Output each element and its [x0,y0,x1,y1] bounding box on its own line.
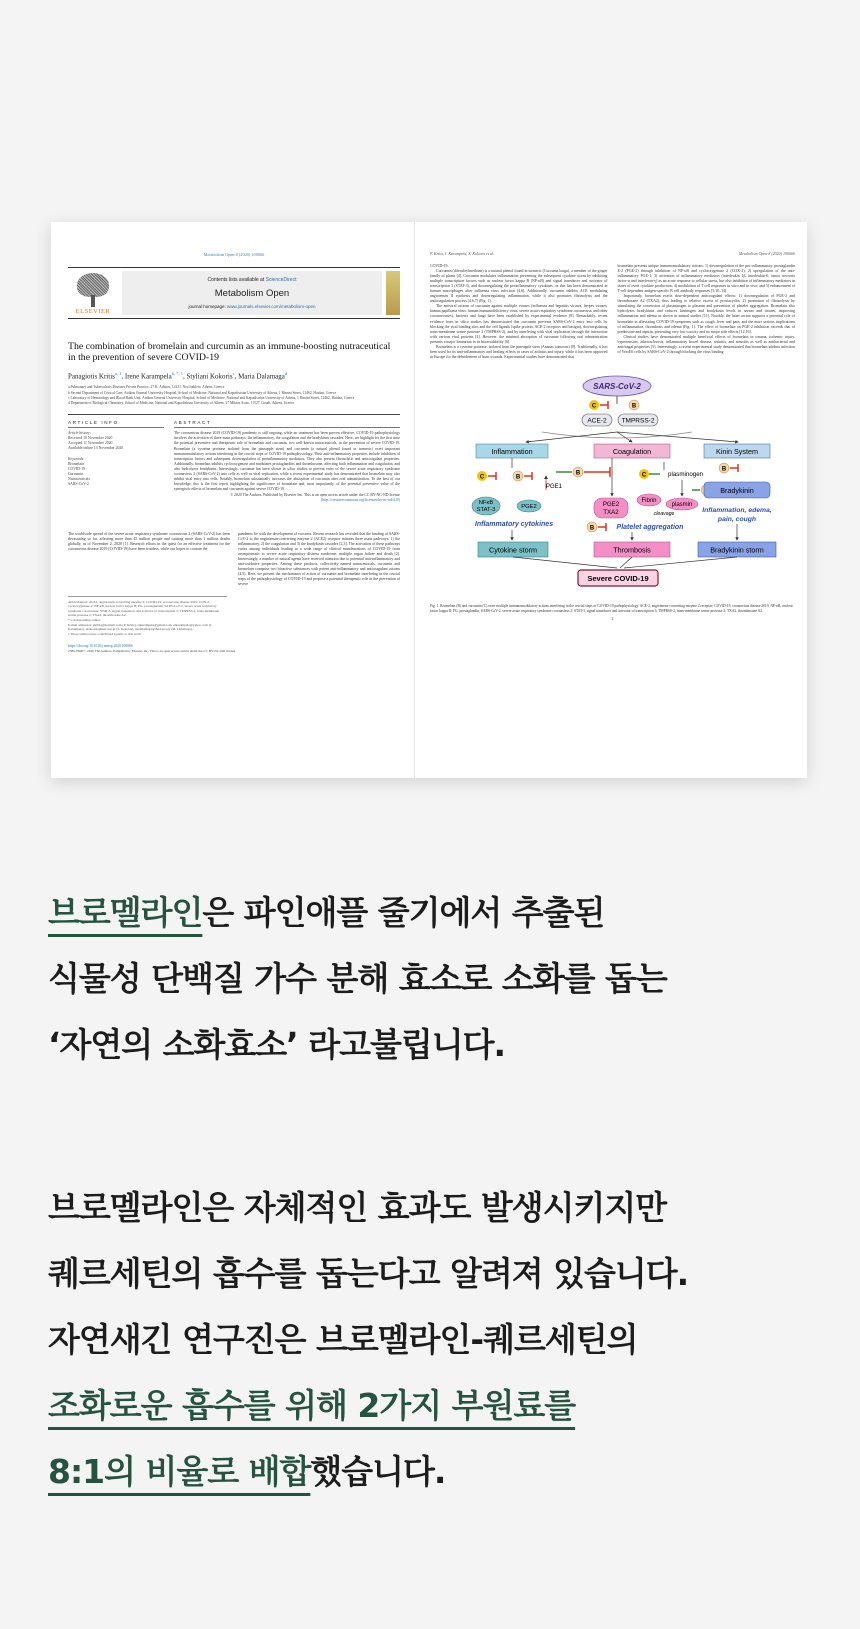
issn-line: 2589-9368/© 2020 The Authors. Published by Elsevier Inc. This is an open access article under the CC BY-NC-ND license [68,649,236,654]
right-body: COVID-19. Curcumin (diferuloylmethane) is a natural phenol found in turmeric (Curcuma longa), a member of the ginger family of plants [4]. Curcumin modulates inflammation preventing the subsequent cytokine storm by inhibiting multiple transcription factors such as nuclear factor kappa B (NF-κB) and signal transducer and activator of transcription 3 (STAT-3), and downregulating the proinflammatory cytokines, as this has been demonstrated in human macrophages after influenza virus infection [4,6]. Additionally, curcumin inhibits ACE modulating angiotensin II synthesis and downregulating inflammation, while it also promotes fibrinolysis and the anticoagulation process [4,6,7] (Fig. 1). The antiviral actions of curcumin against multiple viruses (influenza and hepatitis viruses, herpes viruses, human papilloma virus, human immunodeficiency virus, severe acute respiratory syndrome coronavirus and other coronaviruses), bacteria and fungi have been established by experimental evidence [8]. Remarkably, recent evidence from in silico studies has demonstrated that curcumin prevents SARS-CoV-2 entry into cells by blocking the viral binding sites and the cell ligands (spike protein, ACE-2 receptors and basigin), downregulating trans-membrane serine protease 2 (TMPRSS-2), and by interfering with viral replication through the interaction with various viral proteins [4]. However, the minimal absorption of curcumin following oral administration presents a major limitation in its bioavailability [6]. Bromelain is a cysteine protease, isolated from the pineapple stem (Ananas comosus) [9]. Traditionally, it has been used for its anti-inflammatory and healing effects in cases of arthritis and injury, while it has been approved in Europe for the debridement of burn wounds. Experimental studies have demonstrated that bromelain presents unique immunomodulatory actions: 1) downregulation of the pro-inflammatory prostaglandin E-2 (PGE-2) through inhibition of NF-κB and cyclooxygenase 2 (COX-2); 2) upregulation of the anti-inflammatory PGE-1; 3) activation of inflammatory mediators (interleukin 1β, interleukin-6, tumor necrosis factor-α and interferon-γ) as an acute response to cellular stress, but also inhibition of inflammatory mediators in states of overt cytokine production; 4) modulation of T cell responses in vitro and in vivo; and 5) enhancement of T-cell dependent antigen-specific B cell antibody responses [5,10–14]. Importantly, bromelain exerts dose-dependent anticoagulant effects: 1) downregulation of PGE-2 and thromboxane A2 (TXA2), thus leading to relative excess of prostacyclin; 2) promotion of fibrinolysis by stimulating the conversion of plasminogen to plasmin and prevention of platelet aggregation. Bromelain also hydrolyzes bradykinin and reduces kininogen and bradykinin levels in serum and tissues, improving inflammation and edema as shown in animal studies [11]. Notably, the latter action supports a potential role of bromelain in alleviating COVID-19 symptoms such as cough, fever and pain, and the more serious implications of inflammation, thrombosis and edema (Fig. 1). The effect of bromelain on PGE-2 inhibition exceeds that of prednisone and aspirin, presenting very low toxicity and no major side effects [12,16]. Clinical studies have demonstrated multiple beneficial effects of bromelain in trauma, ischemic injury, hypertension, atherosclerosis, inflammatory bowel disease, arthritis, and sinusitis as well as antibacterial and antifungal properties [5]. Interestingly, a recent experimental study demonstrated that bromelain inhibits infection of VeroE6 cells by SARS-CoV-2 through blocking the virus binding [430,264,795,359]
harmonious-absorption-highlight: 조화로운 흡수를 위해 2가지 부원료를 [48,1386,576,1425]
paper-spread-image [51,222,807,778]
p2-line-3: 자연새긴 연구진은 브로멜라인-퀘르세틴의 [48,1320,638,1359]
avail-prefix: Contents lists available at [207,277,265,283]
inflammation-box: Inflammation [490,446,533,456]
figure-caption: Fig. 1. Bromelain (B) and curcumin (C) exert multiple immunomodulatory actions interfering in the crucial steps of COVID-19 pathophysiology. ACE-2, angiotensin-converting enzyme 2 receptor; COVID-19, coronavirus disease 2019; NF-κB, nuclear factor kappa B; PG, prostaglandin; SARS-CoV-2, severe acute respiratory syndrome coronavirus 2; STAT-3, signal transducer and activator of transcription 3; TMPRSS-2, trans-membrane serine protease 2; TXA2, thromboxane A2. [430,603,793,613]
article-info: ARTICLE INFO Article history: Received 10 November 2020 Accepted 11 November 2020 Available online 13 November 2020 Keywords: Bromelain COVID-19 Curcumin Nutraceuticals SARS-CoV-2 [68,420,164,503]
fibrin-label: Fibrin [640,497,657,504]
svg-text:SARS-CoV-2: SARS-CoV-2 [592,381,641,391]
quercetin-absorption-paragraph: 브로멜라인은 자체적인 효과도 발생시키지만 퀘르세틴의 흡수를 돕는다고 알려져 있습니다. 자연새긴 연구진은 브로멜라인-퀘르세틴의 조화로운 흡수를 위해 2가지 부원료를 8:1의 비율로 배합했습니다. [48,1175,828,1505]
sars-cov-2-virus [583,376,651,396]
svg-text:C: C [479,474,484,481]
homepage-prefix: journal homepage: [188,304,226,309]
pge2-left-label: PGE2 [520,503,537,510]
svg-text:B: B [515,474,520,481]
journal-name: Metabolism Open [214,288,290,299]
platelet-aggregation-label: Platelet aggregation [616,523,683,531]
bromelain-highlight: 브로멜라인 [48,893,203,932]
sciencedirect-link: ScienceDirect [265,277,297,283]
svg-text:B: B [721,466,726,473]
page-number: 2 [611,616,614,622]
footnotes: Abbreviations: ACE2, angiotensin-converting enzyme 2; COVID-19, coronavirus disease 2019; COX-2, cyclooxygenase-2; NF-κB, nuclear factor kappa B; PG, prostaglandin; SARS-CoV-2, severe acute respiratory syndrome coronavirus; STAT-3, signal transducer and activator of transcription 3; TMPRSS-2, trans-membrane serine protease 2; TXA2, thromboxane A2. * Corresponding author. E-mail addresses: pkritis@hotmail.com (P. Kritis), eikarampela@gmail.com, eikarampela@yahoo.com (I. Karampela), skokoris@med.uoa.gr (S. Kokoris), madalamaga@med.uoa.gr (M. Dalamaga). 1 These authors have contributed equally to this work. [68,596,227,637]
elsevier-logo: ELSEVIER [68,271,118,315]
kinin-system-box: Kinin System [715,446,758,456]
curcumin-marker: C [591,403,596,410]
right-running-head: P. Kritis, I. Karampela, S. Kokoris et al. Metabolism Open 8 (2020) 100066 [430,251,795,256]
author-list: Panagiotis Kritis$^{a, 1}$, Irene Karampela$^{b, *, 1}$, Styliani Kokoris$^c$, Maria Dalamaga$^d$ [68,371,288,381]
bradykinin-box: Bradykinin [719,485,754,495]
svg-text:C: C [641,472,646,479]
ratio-highlight: 8:1의 비율로 배합 [48,1452,311,1491]
ace2-receptor: ACE-2 [586,417,607,425]
cytokine-storm-box: Cytokine storm [488,545,537,555]
paper-left-page [51,222,414,778]
bromelain-marker: B [631,403,636,410]
txa2-label: TXA2 [602,508,619,516]
p1-line-2: 식물성 단백질 가수 분해 효소로 소화를 돕는 [48,959,667,998]
p2-line-1: 브로멜라인은 자체적인 효과도 발생시키지만 [48,1188,667,1227]
doi-link: https://doi.org/10.1016/j.metop.2020.100066 [68,644,133,649]
p1-line-3: ‘자연의 소화효소’ 라고불립니다. [48,1025,505,1064]
inflammatory-cytokines-label: Inflammatory cytokines [474,520,553,528]
stat3-label: STAT-3 [476,506,495,513]
covid-pathway-figure [442,372,784,600]
journal-cover-thumbnail [386,271,400,315]
abstract: ABSTRACT The coronavirus disease 2019 (COVID-19) pandemic is still ongoing, while no treatment has been proven effective. COVID-19 pathophysiology involves the activation of three main pathways: the inflammatory, the coagulation and the bradykinin cascades. Here, we highlight for the first time the potential preventive and therapeutic role of bromelain and curcumin, two well-known nutraceuticals, in the prevention of severe COVID-19. Bromelain (a cysteine protease isolated from the pineapple stem) and curcumin (a natural phenol found in turmeric) exert important immunomodulatory actions interfering in the crucial steps of COVID-19 pathophysiology. Their anti-inflammatory properties include inhibition of transcription factors and subsequent downregulation of proinflammatory mediators. They also present fibrinolytic and anticoagulant properties. Additionally, bromelain inhibits cyclooxygenase and modulates prostaglandins and thromboxane, affecting both inflammation and coagulation, and also hydrolyzes bradykinin. Interestingly, curcumin has been shown in silico studies to prevent entry of the severe acute respiratory syndrome coronavirus 2 (SARS-CoV-2) into cells as well as viral replication, while a recent experimental study has demonstrated that bromelain may also inhibit viral entry into cells. Notably, bromelain substantially increases the absorption of curcumin after oral administration. To the best of our knowledge, this is the first report highlighting the significance of bromelain and, most importantly, of the potential preventive value of the synergistic effects of bromelain and curcumin against severe COVID-19. © 2020 The Authors. Published by Elsevier Inc. This is an open access article under the CC BY-NC-ND license (http://creativecommons.org/licenses/by-nc-nd/4.0/) [174,420,400,503]
homepage-url: www.journals.elsevier.com/metabolism-open [227,304,316,309]
paper-right-page [414,222,807,778]
edema-label-2: pain, cough [717,515,756,523]
pge1-label: PGE1 [545,483,562,490]
svg-text:B: B [575,470,580,477]
affiliations: a Pulmonary and Tuberculosis Diseases Private Practice, 27 K. Athitou, 14121, Nea Irakleio, Athens, Greece b Second Department of Critical Care, Attikon General University Hospital, School of Medicine, National and Kapodistrian University of Athens, 1 Rimini Street, 12462, Haidari, Greece c Laboratory of Hematology and Blood Bank Unit, Attikon General University Hospital, School of Medicine, National and Kapodistrian University of Athens, 1 Rimini Street, 12462, Haidari, Greece d Department of Biological Chemistry, School of Medicine, National and Kapodistrian University of Athens, 27 Mikras Asias, 11527, Goudi, Athens, Greece [68,385,355,405]
p2-line-2: 퀘르세틴의 흡수를 돕는다고 알려져 있습니다. [48,1254,689,1293]
edema-label-1: Inflammation, edema, [701,506,772,514]
cleavage-label: cleavage [653,510,674,517]
pge2-label: PGE2 [602,500,619,508]
nfkb-label: NFκB [478,499,493,506]
article-title: The combination of bromelain and curcumin as an immune-boosting nutraceutical in the prevention of severe COVID-19 [68,341,391,363]
svg-text:B: B [589,525,594,532]
thrombosis-box: Thrombosis [612,545,651,555]
intro-body: The worldwide spread of the severe acute respiratory syndrome coronavirus 2 (SARS-CoV-2) has been devastating so far, affecting more than 45 million people and causing more than 1 million deaths globally, as of November 2, 2020 [1]. Research efforts in the quest for an effective treatment for the coronavirus disease 2019 (COVID-19) have been fruitless, while our hopes to contain the pandemic lie with the development of vaccines. Recent research has revealed that the binding of SARS-CoV-2 to the angiotensin-converting enzyme 2 (ACE2) receptor initiates three main pathways: 1) the inflammatory, 2) the coagulation and 3) the bradykinin cascades [2,3]. The activation of these pathways varies among individuals leading to a wide range of clinical manifestations of COVID-19 from asymptomatic to severe acute respiratory distress syndrome, multiple organ failure and death [2]. Interestingly, a number of natural agents have received attention due to potential anti-inflammatory and anti-oxidative properties. Among these products, collectively named nutraceuticals, curcumin and bromelain comprise two bioactive substances with potent anti-inflammatory and anticoagulant actions [4,5]. Here, we present the mechanisms of action of curcumin and bromelain interfering in the crucial steps of the pathophysiology of COVID-19 and propose a potential therapeutic role in the prevention of severe [68,531,400,587]
plasmin-label: plasmin [671,501,692,508]
bromelain-intro-paragraph: 브로멜라인은 파인애플 줄기에서 추출된 식물성 단백질 가수 분해 효소로 소화를 돕는 ‘자연의 소화효소’ 라고불립니다. [48,880,828,1078]
tmprss2-receptor: TMPRSS-2 [621,417,654,425]
plasminogen-label: plasminogen [667,470,703,478]
running-head: Metabolism Open 8 (2020) 100066 [203,252,265,257]
bradykinin-storm-box: Bradykinin storm [709,545,764,555]
severe-covid-box: Severe COVID-19 [586,573,649,583]
coagulation-box: Coagulation [612,446,651,456]
journal-masthead [68,267,400,319]
